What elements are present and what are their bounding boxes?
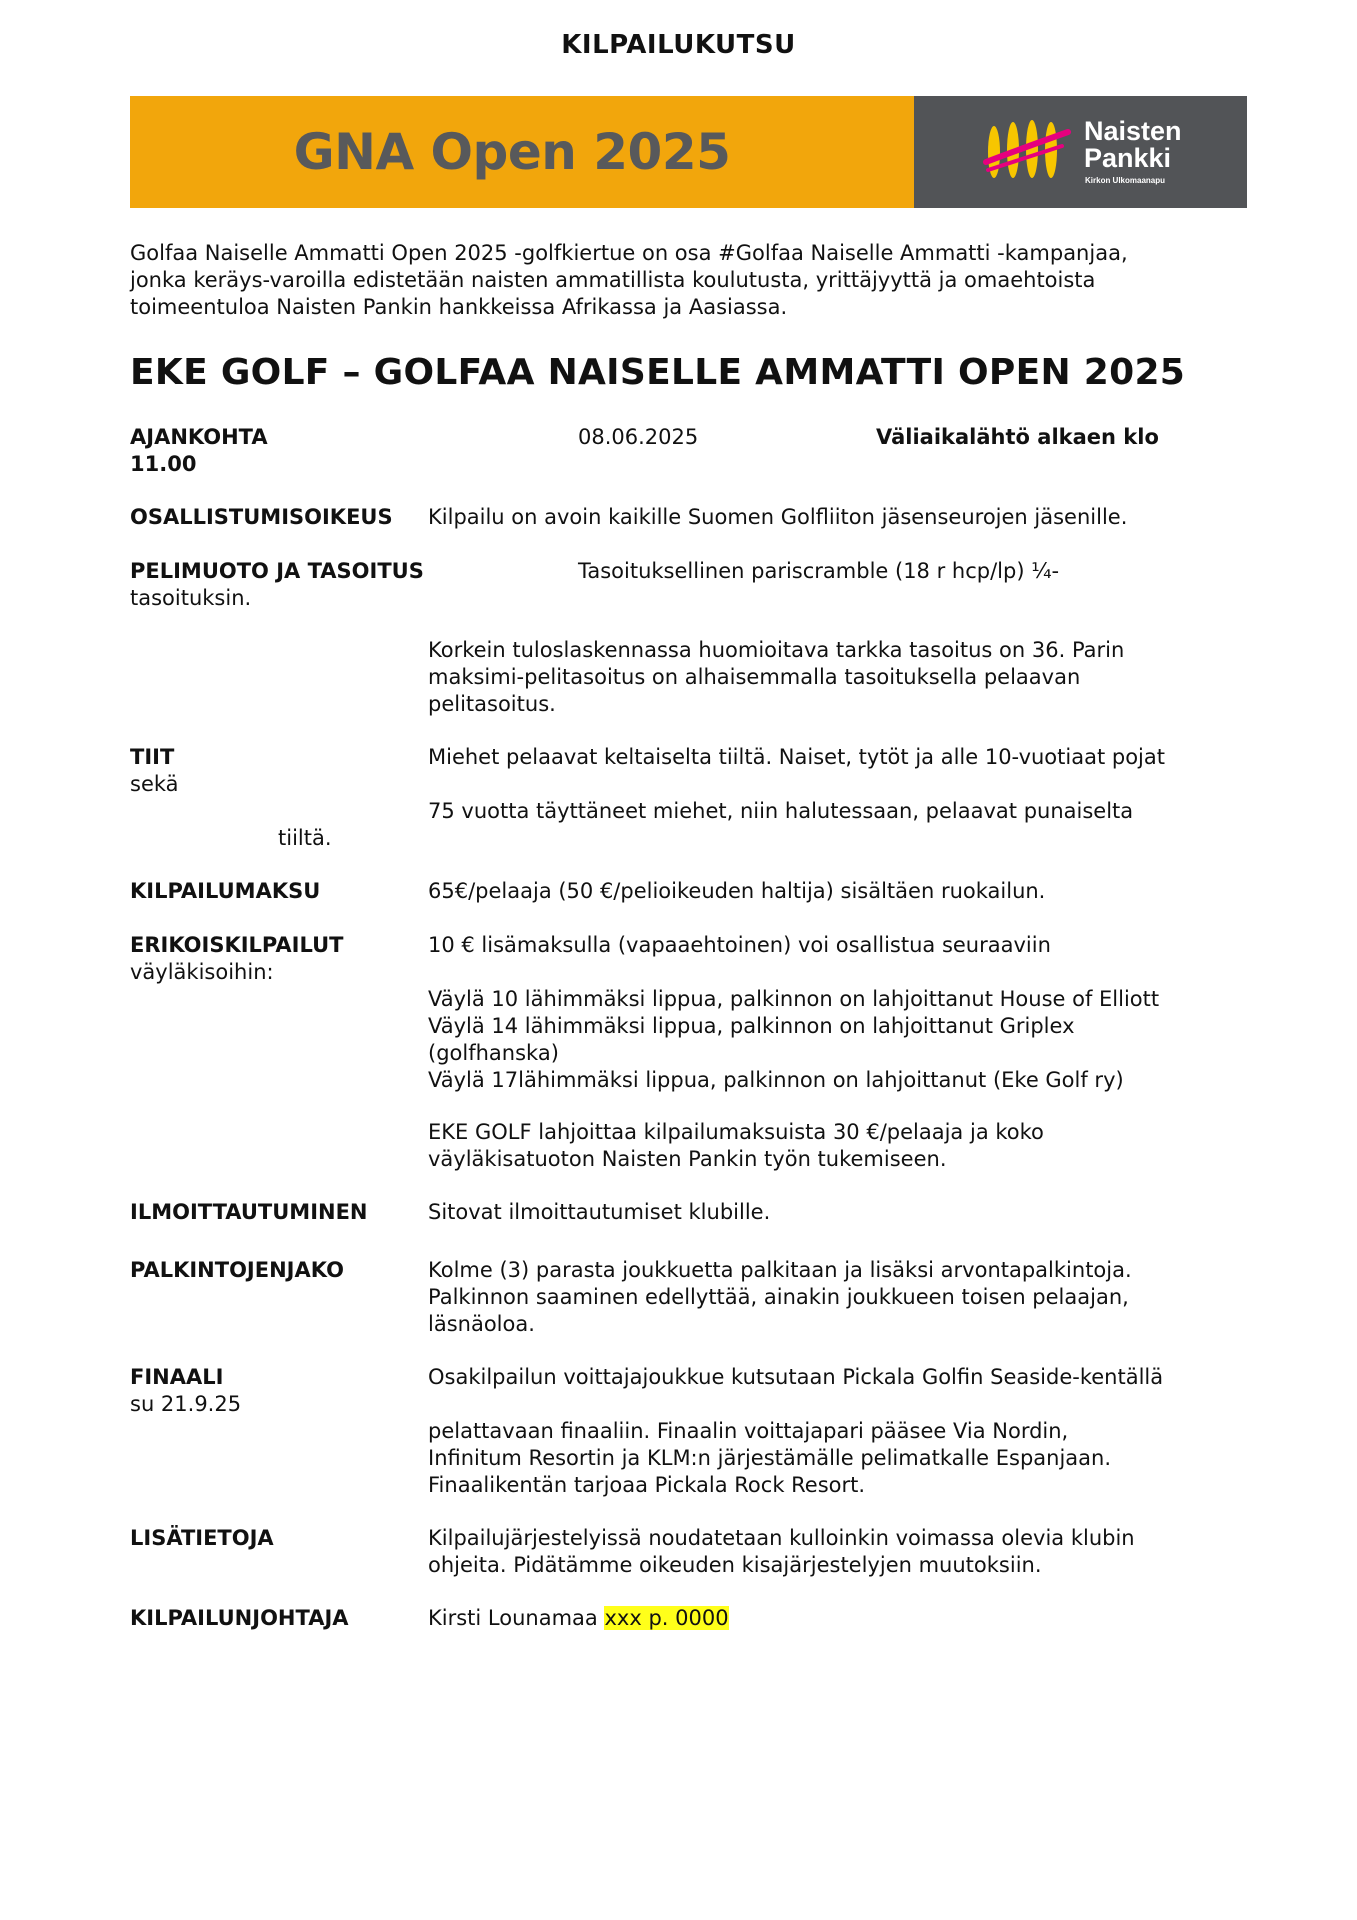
event-date: 08.06.2025 [578, 425, 699, 449]
finaali-text: pelattavaan finaaliin. Finaalin voittajapari pääsee Via Nordin, Infinitum Resortin ja KLM:n järjestämälle pelimatkalle Espanjaan. Finaalikentän tarjoaa Pickala Rock Resort. [428, 1419, 1112, 1497]
director-name: Kirsti Lounamaa [428, 1606, 598, 1630]
competition-title: EKE GOLF – GOLFAA NAISELLE AMMATTI OPEN 2025 [130, 352, 1186, 393]
palkintojenjako-text: Kolme (3) parasta joukkuetta palkitaan ja lisäksi arvontapalkintoja. Palkinnon saaminen edellyttää, ainakin joukkueen toisen pelaajan, läsnäoloa. [428, 1258, 1132, 1336]
kilpailumaksu-text: 65€/pelaaja (50 €/pelioikeuden haltija) sisältäen ruokailun. [428, 879, 1046, 903]
osallistumisoikeus-text: Kilpailu on avoin kaikille Suomen Golfliiton jäsenseurojen jäsenille. [428, 505, 1128, 529]
tiit-line2: sekä [130, 772, 179, 796]
banner-title-panel [130, 96, 914, 208]
lisatietoja-text: Kilpailujärjestelyissä noudatetaan kulloinkin voimassa olevia klubin ohjeita. Pidätämme oikeuden kisajärjestelyjen muutoksiin. [428, 1526, 1135, 1577]
list-item: Väylä 17lähimmäksi lippua, palkinnon on lahjoittanut (Eke Golf ry) [428, 1068, 1124, 1092]
hole-prizes-list [428, 986, 1159, 1094]
list-item: Väylä 14 lähimmäksi lippua, palkinnon on lahjoittanut Griplex [428, 1014, 1075, 1038]
banner-title: GNA Open 2025 [293, 123, 731, 181]
osallistumisoikeus-label: OSALLISTUMISOIKEUS [130, 505, 393, 529]
document-heading: KILPAILUKUTSU [561, 30, 796, 60]
tiit-line3: 75 vuotta täyttäneet miehet, niin halutessaan, pelaavat punaiselta [428, 799, 1134, 823]
finaali-line1: Osakilpailun voittajajoukkue kutsutaan Pickala Golfin Seaside-kentällä [428, 1365, 1164, 1389]
logo-wordmark: Naisten Pankki [1084, 116, 1182, 173]
start-time: 11.00 [130, 452, 197, 476]
finaali-date: su 21.9.25 [130, 1392, 242, 1416]
list-item: (golfhanska) [428, 1041, 559, 1065]
lisatietoja-label: LISÄTIETOJA [130, 1526, 274, 1550]
kilpailumaksu-label: KILPAILUMAKSU [130, 879, 321, 903]
start-info: Väliaikalähtö alkaen klo [876, 425, 1159, 449]
donation-text: EKE GOLF lahjoittaa kilpailumaksuista 30 €/pelaaja ja koko väyläkisatuoton Naisten Pankin työn tukemiseen. [428, 1120, 1044, 1171]
event-banner [130, 96, 1247, 208]
kilpailunjohtaja-text [428, 1605, 729, 1632]
naisten-pankki-logo-icon [982, 116, 1072, 184]
tiit-line4: tiiltä. [278, 826, 332, 850]
palkintojenjako-label: PALKINTOJENJAKO [130, 1258, 344, 1282]
pelimuoto-line2: tasoituksin. [130, 586, 252, 610]
naisten-pankki-logo [914, 96, 1247, 208]
ilmoittautuminen-label: ILMOITTAUTUMINEN [130, 1200, 368, 1224]
ajankohta-label: AJANKOHTA [130, 425, 268, 449]
finaali-label: FINAALI [130, 1365, 224, 1389]
director-contact: xxx p. 0000 [604, 1606, 729, 1630]
kilpailunjohtaja-label: KILPAILUNJOHTAJA [130, 1606, 349, 1630]
list-item: Väylä 10 lähimmäksi lippua, palkinnon on lahjoittanut House of Elliott [428, 987, 1160, 1011]
intro-paragraph: Golfaa Naiselle Ammatti Open 2025 -golfkiertue on osa #Golfaa Naiselle Ammatti -kampanjaa, jonka keräys-varoilla edistetään naisten ammatillista koulutusta, yrittäjyyttä ja omaehtoista toimeentuloa Naisten Pankin hankkeissa Afrikassa ja Aasiassa. [130, 241, 1128, 319]
logo-subtitle: Kirkon Ulkomaanapu [1085, 176, 1166, 185]
tiit-line1: Miehet pelaavat keltaiselta tiiltä. Naiset, tytöt ja alle 10-vuotiaat pojat [428, 745, 1165, 769]
ilmoittautuminen-text: Sitovat ilmoittautumiset klubille. [428, 1200, 771, 1224]
pelimuoto-paragraph: Korkein tuloslaskennassa huomioitava tarkka tasoitus on 36. Parin maksimi-pelitasoitus on alhaisemmalla tasoituksella pelaavan pelitasoitus. [428, 638, 1125, 716]
erikoiskilpailut-line2: väyläkisoihin: [130, 960, 274, 984]
erikoiskilpailut-line1: 10 € lisämaksulla (vapaaehtoinen) voi osallistua seuraaviin [428, 933, 1051, 957]
tiit-label: TIIT [130, 745, 175, 769]
pelimuoto-line1: Tasoituksellinen pariscramble (18 r hcp/lp) ¼- [578, 559, 1060, 583]
pelimuoto-label: PELIMUOTO JA TASOITUS [130, 559, 424, 583]
erikoiskilpailut-label: ERIKOISKILPAILUT [130, 933, 344, 957]
